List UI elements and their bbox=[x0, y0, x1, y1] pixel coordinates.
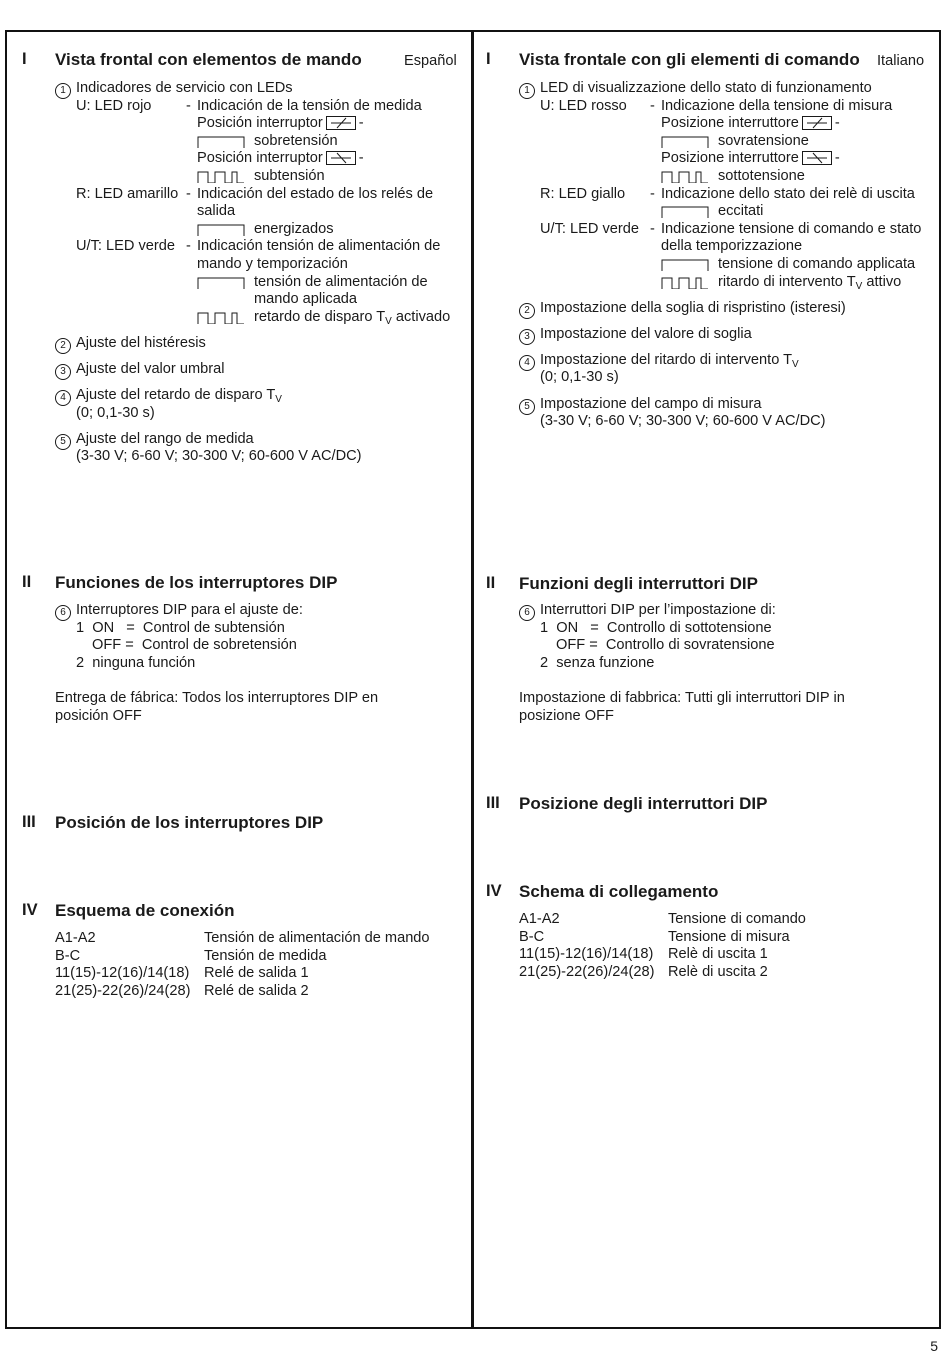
section-body bbox=[55, 602, 378, 726]
factory-setting: Impostazione di fabbrica: Tutti gli interruttori DIP in bbox=[519, 690, 845, 707]
led-description: Indicación del estado de los relés de bbox=[197, 185, 434, 202]
signal-description: sobretensión bbox=[254, 132, 338, 149]
section-title: Funciones de los interruptores DIP bbox=[55, 573, 338, 592]
signal-description: retardo de disparo T bbox=[254, 308, 386, 325]
led-label: R: LED amarillo bbox=[76, 185, 179, 202]
table-row bbox=[55, 948, 430, 966]
switch-position-label: Posizione interruttore bbox=[661, 115, 799, 132]
circled-number: 2 bbox=[519, 303, 535, 319]
signal-step-icon bbox=[661, 258, 709, 271]
list-item: Impostazione del campo di misura bbox=[540, 395, 762, 412]
signal-description: subtensión bbox=[254, 167, 325, 184]
led-label: U/T: LED verde bbox=[76, 238, 175, 255]
dip-setting: 2 senza funzione bbox=[540, 654, 655, 671]
language-label: Italiano bbox=[877, 53, 925, 69]
list-item-detail: (3-30 V; 6-60 V; 30-300 V; 60-600 V AC/DC) bbox=[540, 413, 826, 430]
table-row bbox=[519, 946, 806, 964]
section-number: IV bbox=[486, 882, 502, 900]
dash: - bbox=[834, 150, 840, 167]
section-number: I bbox=[486, 50, 491, 68]
circled-number: 6 bbox=[519, 605, 535, 621]
signal-description: mando aplicada bbox=[254, 291, 358, 308]
subscript: V bbox=[792, 358, 799, 370]
list-item-detail: (3-30 V; 6-60 V; 30-300 V; 60-600 V AC/DC) bbox=[76, 448, 362, 465]
language-label: Español bbox=[404, 53, 457, 69]
section-number: II bbox=[486, 574, 496, 592]
dash: - bbox=[650, 220, 655, 237]
terminal-description: Relè di uscita 2 bbox=[668, 963, 768, 980]
led-label: R: LED giallo bbox=[540, 185, 626, 202]
circled-number: 1 bbox=[55, 83, 71, 99]
signal-step-icon bbox=[197, 223, 245, 236]
table-row bbox=[55, 965, 430, 983]
section-number: II bbox=[22, 573, 32, 591]
switch-position-label: Posizione interruttore bbox=[661, 150, 799, 167]
list-item: Impostazione del valore di soglia bbox=[540, 325, 752, 342]
terminal-description: Tensione di misura bbox=[668, 928, 790, 945]
circled-number: 4 bbox=[55, 390, 71, 406]
factory-setting: posizione OFF bbox=[519, 707, 614, 724]
list-item: Interruttori DIP per l’impostazione di: bbox=[540, 602, 776, 618]
terminal: B-C bbox=[519, 928, 545, 945]
dash: - bbox=[358, 115, 364, 132]
column-divider bbox=[471, 30, 474, 1329]
list-item: Ajuste del valor umbral bbox=[76, 360, 225, 377]
list-item: Impostazione del ritardo di intervento T bbox=[540, 351, 793, 368]
led-label: U: LED rosso bbox=[540, 97, 627, 114]
led-description: della temporizzazione bbox=[661, 238, 803, 255]
terminal: 21(25)-22(26)/24(28) bbox=[55, 982, 191, 999]
signal-description: eccitati bbox=[718, 203, 764, 220]
undervoltage-switch-icon bbox=[326, 151, 356, 165]
section-title: Posición de los interruptores DIP bbox=[55, 813, 324, 832]
signal-pulse-icon bbox=[661, 170, 709, 183]
led-description: Indicación tensión de alimentación de bbox=[197, 238, 441, 255]
signal-step-icon bbox=[661, 205, 709, 218]
terminal-description: Tensione di comando bbox=[668, 911, 806, 927]
signal-step-icon bbox=[661, 135, 709, 148]
list-item: Indicadores de servicio con LEDs bbox=[76, 80, 293, 96]
led-description: Indicación de la tensión de medida bbox=[197, 97, 422, 114]
led-label: U/T: LED verde bbox=[540, 220, 639, 237]
list-item: Ajuste del retardo de disparo T bbox=[76, 387, 276, 403]
list-item-detail: (0; 0,1-30 s) bbox=[540, 369, 619, 386]
connection-table bbox=[55, 930, 430, 1000]
terminal-description: Relé de salida 2 bbox=[204, 982, 309, 999]
signal-description: ritardo di intervento T bbox=[718, 273, 856, 290]
section-title: Schema di collegamento bbox=[519, 882, 719, 901]
signal-pulse-icon bbox=[197, 311, 245, 324]
dip-setting: 1 ON = Controllo di sottotensione bbox=[540, 619, 772, 636]
section-body bbox=[519, 602, 845, 726]
factory-setting: Entrega de fábrica: Todos los interruptores DIP en bbox=[55, 690, 379, 707]
table-row bbox=[519, 911, 806, 929]
led-description: Indicazione della tensione di misura bbox=[661, 97, 893, 114]
section-body bbox=[55, 80, 465, 466]
terminal: 11(15)-12(16)/14(18) bbox=[519, 946, 654, 963]
subscript: V bbox=[855, 280, 863, 292]
signal-step-icon bbox=[197, 135, 245, 148]
section-title: Vista frontal con elementos de mando bbox=[55, 50, 362, 69]
switch-position-label: Posición interruptor bbox=[197, 150, 323, 167]
led-description: salida bbox=[197, 203, 236, 220]
led-description: mando y temporización bbox=[197, 255, 348, 272]
overvoltage-switch-icon bbox=[326, 116, 356, 130]
list-item: Interruptores DIP para el ajuste de: bbox=[76, 602, 303, 618]
table-row bbox=[55, 983, 430, 1001]
connection-table bbox=[519, 911, 806, 981]
circled-number: 4 bbox=[519, 355, 535, 371]
signal-description: energizados bbox=[254, 220, 334, 237]
switch-position-label: Posición interruptor bbox=[197, 115, 323, 132]
table-row bbox=[55, 930, 430, 948]
circled-number: 1 bbox=[519, 83, 535, 99]
dash: - bbox=[650, 185, 655, 202]
list-item: Ajuste del rango de medida bbox=[76, 430, 254, 447]
section-number: III bbox=[22, 813, 36, 831]
circled-number: 3 bbox=[519, 329, 535, 345]
dash: - bbox=[358, 150, 364, 167]
list-item: Impostazione della soglia di rispristino (isteresi) bbox=[540, 299, 846, 316]
signal-description: activado bbox=[391, 308, 451, 325]
section-number: IV bbox=[22, 901, 38, 919]
signal-pulse-icon bbox=[197, 170, 245, 183]
dash: - bbox=[186, 238, 191, 255]
dash: - bbox=[186, 97, 191, 114]
section-title: Funzioni degli interruttori DIP bbox=[519, 574, 758, 593]
page-number: 5 bbox=[930, 1338, 938, 1354]
section-title: Vista frontale con gli elementi di comando bbox=[519, 50, 860, 69]
list-item: LED di visualizzazione dello stato di funzionamento bbox=[540, 80, 872, 96]
table-row bbox=[519, 964, 806, 982]
circled-number: 2 bbox=[55, 338, 71, 354]
section-title: Esquema de conexión bbox=[55, 901, 235, 920]
terminal: 11(15)-12(16)/14(18) bbox=[55, 965, 190, 982]
terminal-description: Relè di uscita 1 bbox=[668, 946, 768, 963]
led-description: Indicazione tensione di comando e stato bbox=[661, 220, 922, 237]
signal-description: tensione di comando applicata bbox=[718, 255, 916, 272]
section-title: Posizione degli interruttori DIP bbox=[519, 794, 768, 813]
table-row bbox=[519, 929, 806, 947]
dash: - bbox=[186, 185, 191, 202]
signal-description: tensión de alimentación de bbox=[254, 273, 428, 290]
terminal: 21(25)-22(26)/24(28) bbox=[519, 963, 655, 980]
circled-number: 6 bbox=[55, 605, 71, 621]
undervoltage-switch-icon bbox=[802, 151, 832, 165]
overvoltage-switch-icon bbox=[802, 116, 832, 130]
terminal: B-C bbox=[55, 947, 81, 964]
signal-description: attivo bbox=[862, 273, 902, 290]
signal-description: sovratensione bbox=[718, 132, 809, 149]
dip-setting: OFF = Control de sobretensión bbox=[92, 637, 297, 654]
dip-setting: 1 ON = Control de subtensión bbox=[76, 619, 285, 636]
factory-setting: posición OFF bbox=[55, 707, 142, 724]
subscript: V bbox=[275, 394, 282, 405]
subscript: V bbox=[385, 315, 392, 327]
dash: - bbox=[834, 115, 840, 132]
signal-step-icon bbox=[197, 276, 245, 289]
led-description: Indicazione dello stato dei relè di uscita bbox=[661, 185, 915, 202]
dip-setting: 2 ninguna función bbox=[76, 654, 196, 671]
list-item: Ajuste del histéresis bbox=[76, 334, 206, 351]
list-item-detail: (0; 0,1-30 s) bbox=[76, 404, 155, 421]
terminal-description: Tensión de medida bbox=[204, 947, 327, 964]
terminal: A1-A2 bbox=[55, 930, 96, 946]
terminal-description: Relé de salida 1 bbox=[204, 965, 309, 982]
circled-number: 3 bbox=[55, 364, 71, 380]
dash: - bbox=[650, 97, 655, 114]
section-body bbox=[519, 80, 934, 431]
circled-number: 5 bbox=[519, 399, 535, 415]
terminal-description: Tensión de alimentación de mando bbox=[204, 930, 430, 946]
section-number: I bbox=[22, 50, 27, 68]
led-label: U: LED rojo bbox=[76, 97, 152, 114]
signal-pulse-icon bbox=[661, 276, 709, 289]
section-number: III bbox=[486, 794, 500, 812]
circled-number: 5 bbox=[55, 434, 71, 450]
terminal: A1-A2 bbox=[519, 911, 560, 927]
signal-description: sottotensione bbox=[718, 167, 805, 184]
dip-setting: OFF = Controllo di sovratensione bbox=[556, 637, 775, 654]
